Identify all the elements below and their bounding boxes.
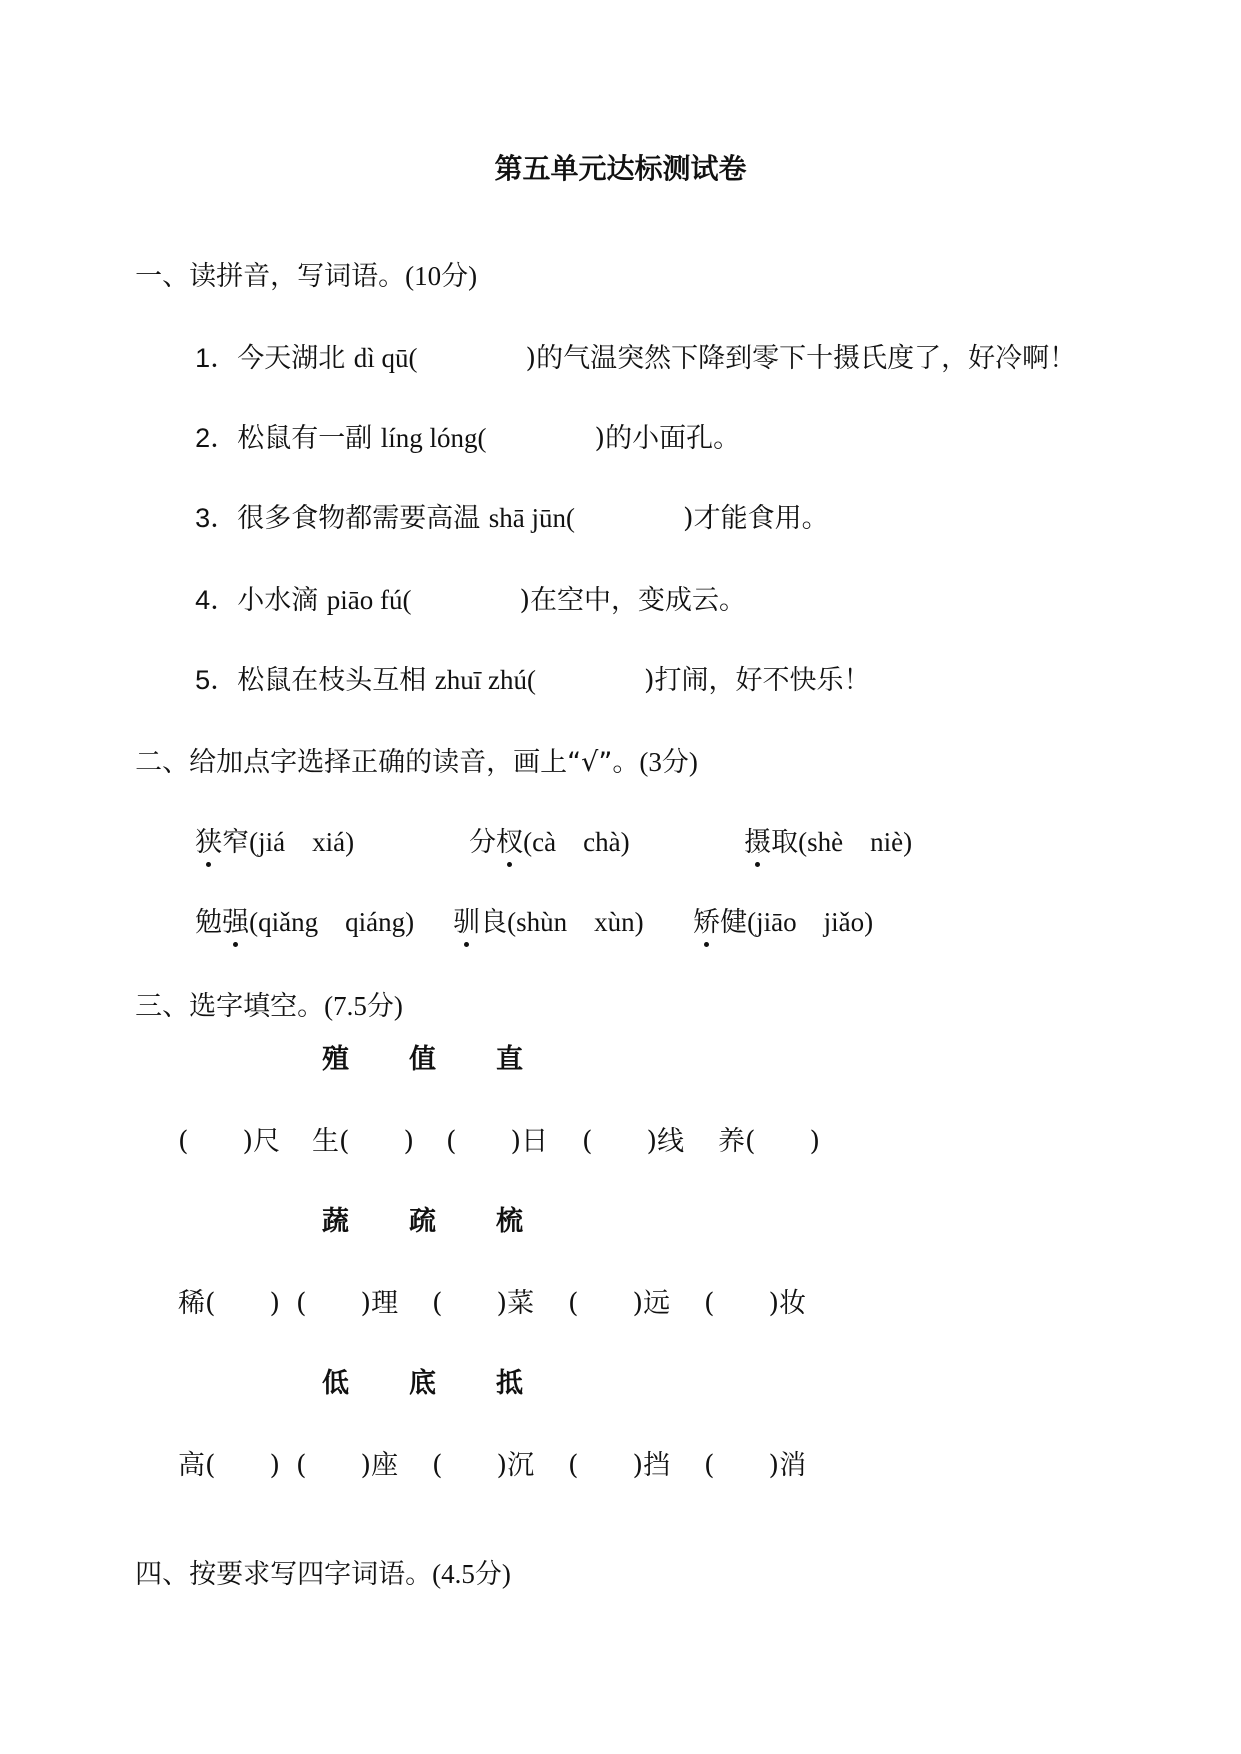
dotted-character: 摄 — [744, 827, 772, 858]
fill-word[interactable]: 高( ) — [178, 1450, 281, 1481]
option-character: 抵 — [496, 1368, 523, 1399]
pronunciation-item — [436, 882, 644, 936]
question-number: 3． — [195, 503, 238, 533]
question-number: 4． — [195, 585, 238, 615]
pronunciation-options[interactable]: (cà chà) — [523, 827, 630, 857]
option-character: 底 — [409, 1368, 436, 1399]
pronunciation-options[interactable]: (jiá xiá) — [249, 827, 355, 857]
fill-word[interactable]: 稀( ) — [178, 1288, 281, 1319]
fill-word[interactable]: ( )消 — [704, 1450, 807, 1481]
pinyin: líng lóng( — [380, 423, 487, 453]
question-5 — [178, 640, 871, 694]
question-text: )在空中，变成云。 — [519, 585, 747, 616]
fill-word[interactable]: ( )妆 — [704, 1288, 807, 1319]
question-number: 2． — [195, 423, 238, 453]
pronunciation-item — [727, 802, 912, 856]
character: 窄 — [222, 827, 250, 858]
fill-word[interactable]: ( )远 — [568, 1288, 671, 1319]
question-text: )打闹，好不快乐！ — [644, 665, 871, 696]
character: 良 — [480, 907, 508, 938]
section-2-heading — [118, 722, 698, 776]
question-text: 小水滴 — [237, 585, 327, 616]
pronunciation-item — [178, 882, 414, 936]
dotted-character: 矫 — [693, 907, 721, 938]
dotted-character: 杈 — [496, 827, 524, 858]
pinyin: dì qū( — [353, 343, 418, 373]
fill-word[interactable]: ( )沉 — [432, 1450, 535, 1481]
fill-word[interactable]: ( )尺 — [178, 1126, 281, 1157]
fill-word[interactable]: ( )座 — [296, 1450, 399, 1481]
pinyin: zhuī zhú( — [434, 665, 537, 695]
fill-word[interactable]: 生( ) — [312, 1126, 415, 1157]
dotted-character: 驯 — [453, 907, 481, 938]
fill-word[interactable]: ( )线 — [582, 1126, 685, 1157]
pronunciation-options[interactable]: (shè niè) — [798, 827, 913, 857]
dotted-character: 狭 — [195, 827, 223, 858]
option-character: 蔬 — [322, 1206, 349, 1237]
fill-word[interactable]: ( )日 — [446, 1126, 549, 1157]
question-2 — [178, 398, 740, 452]
option-character: 直 — [496, 1044, 523, 1075]
pronunciation-options[interactable]: (shùn xùn) — [507, 907, 644, 937]
character: 分 — [469, 827, 497, 858]
question-text: )的小面孔。 — [594, 423, 741, 454]
fill-word[interactable]: 养( ) — [718, 1126, 821, 1157]
option-character: 殖 — [322, 1044, 349, 1075]
question-text: )才能食用。 — [683, 503, 829, 534]
question-number: 5． — [195, 665, 238, 695]
question-text: )的气温突然下降到零下十摄氏度了，好冷啊！ — [525, 343, 1077, 374]
question-text: 松鼠在枝头互相 — [237, 665, 435, 696]
character: 取 — [771, 827, 799, 858]
section-4-score: (4.5分) — [432, 1559, 511, 1589]
question-text: 很多食物都需要高温 — [237, 503, 489, 534]
section-2-title: 二、给加点字选择正确的读音，画上“√”。 — [135, 747, 640, 778]
question-text: 今天湖北 — [237, 343, 354, 374]
dotted-character: 强 — [222, 907, 250, 938]
pronunciation-options[interactable]: (qiǎng qiáng) — [249, 907, 415, 937]
character: 健 — [720, 907, 748, 938]
section-2-score: (3分) — [639, 747, 698, 777]
fill-word[interactable]: ( )理 — [296, 1288, 399, 1319]
option-character: 疏 — [409, 1206, 436, 1237]
fill-word[interactable]: ( )挡 — [568, 1450, 671, 1481]
pronunciation-item — [178, 802, 354, 856]
question-3 — [178, 478, 829, 532]
option-character: 低 — [322, 1368, 349, 1399]
section-4-heading — [118, 1534, 511, 1588]
pronunciation-item — [452, 802, 630, 856]
section-1-score: (10分) — [405, 261, 478, 291]
section-3-title: 三、选字填空。 — [135, 991, 325, 1022]
fill-word[interactable]: ( )菜 — [432, 1288, 535, 1319]
question-1 — [178, 318, 1076, 372]
section-1-heading — [118, 236, 477, 290]
character: 勉 — [195, 907, 223, 938]
question-number: 1． — [195, 343, 238, 373]
question-4 — [178, 560, 746, 614]
pinyin: shā jūn( — [488, 503, 576, 533]
option-character: 梳 — [496, 1206, 523, 1237]
pronunciation-options[interactable]: (jiāo jiǎo) — [747, 907, 874, 937]
section-3-score: (7.5分) — [324, 991, 403, 1021]
pronunciation-item — [676, 882, 873, 936]
option-character: 值 — [409, 1044, 436, 1075]
pinyin: piāo fú( — [326, 585, 412, 615]
section-1-title: 一、读拼音，写词语。 — [135, 261, 406, 292]
page-title: 第五单元达标测试卷 — [494, 152, 747, 185]
section-4-title: 四、按要求写四字词语。 — [135, 1559, 433, 1590]
section-3-heading — [118, 966, 403, 1020]
question-text: 松鼠有一副 — [237, 423, 381, 454]
